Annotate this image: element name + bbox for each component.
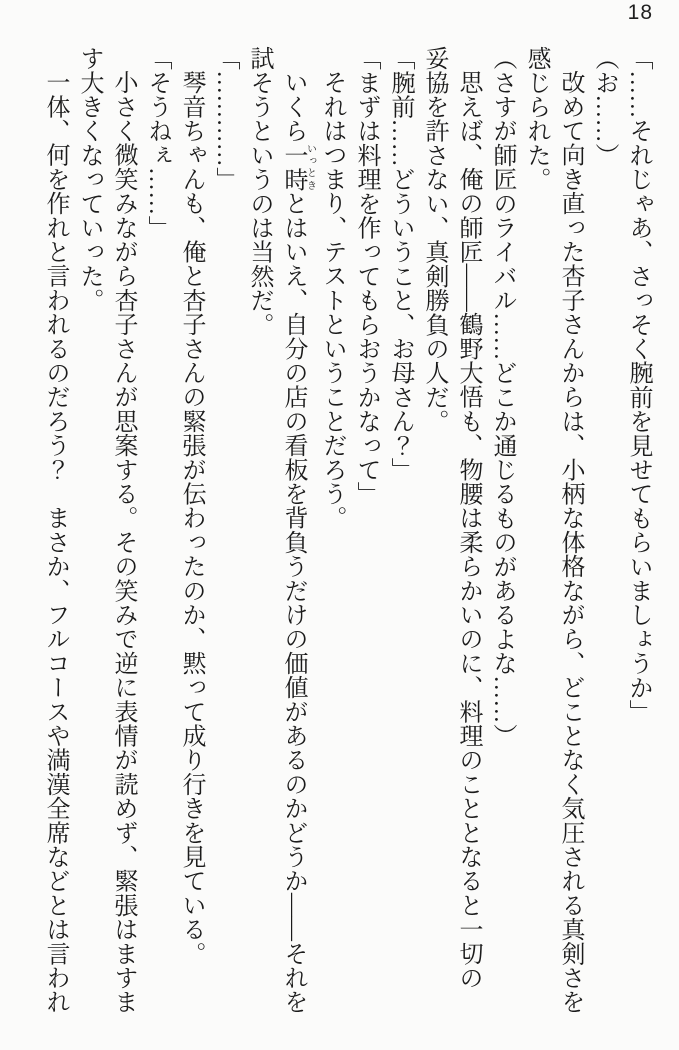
text-column: す大きくなっていった。 (76, 46, 102, 313)
text-column: 「……それじゃあ、さっそく腕前を見せてもらいましょうか」 (625, 46, 651, 724)
text-column: 改めて向き直った杏子さんからは、小柄な体格ながら、どことなく気圧される真剣さを (557, 70, 583, 1014)
vertical-text-area (37, 46, 655, 1038)
text-column: 思えば、俺の師匠――鶴野大悟も、物腰は柔らかいのに、料理のこととなると一切の (455, 70, 481, 990)
text-column: 小さく微笑みながら杏子さんが思案する。その笑みで逆に表情が読めず、緊張はますま (110, 70, 136, 1014)
text-column: 妥協を許さない、真剣勝負の人だ。 (421, 46, 447, 434)
text-column: 「そうねぇ……」 (144, 46, 170, 240)
text-column: 感じられた。 (523, 46, 549, 192)
text-column: いくら一時いっときとはいえ、自分の店の看板を背負うだけの価値があるのかどうか――それを (280, 70, 316, 1014)
furigana-ruby: 一時いっとき (280, 142, 316, 192)
text-column: 琴音ちゃんも、俺と杏子さんの緊張が伝わったのか、黙って成り行きを見ている。 (178, 70, 204, 966)
page-number: 18 (627, 1, 653, 24)
text-column: （さすが師匠のライバル……どこか通じるものがあるよな……） (489, 46, 515, 748)
text-column: 一体、何を作れと言われるのだろう？ まさか、フルコースや満漢全席などとは言われ (42, 70, 68, 1014)
text-column: （お……） (591, 46, 617, 167)
text-column: 「腕前……どういうこと、お母さん？」 (387, 46, 413, 482)
text-column: 「…………」 (212, 46, 238, 192)
text-column: それはつまり、テストということだろう。 (319, 70, 345, 530)
text-column: 試そうというのは当然だ。 (246, 46, 272, 337)
text-column: 「まずは料理を作ってもらおうかなって」 (353, 46, 379, 506)
